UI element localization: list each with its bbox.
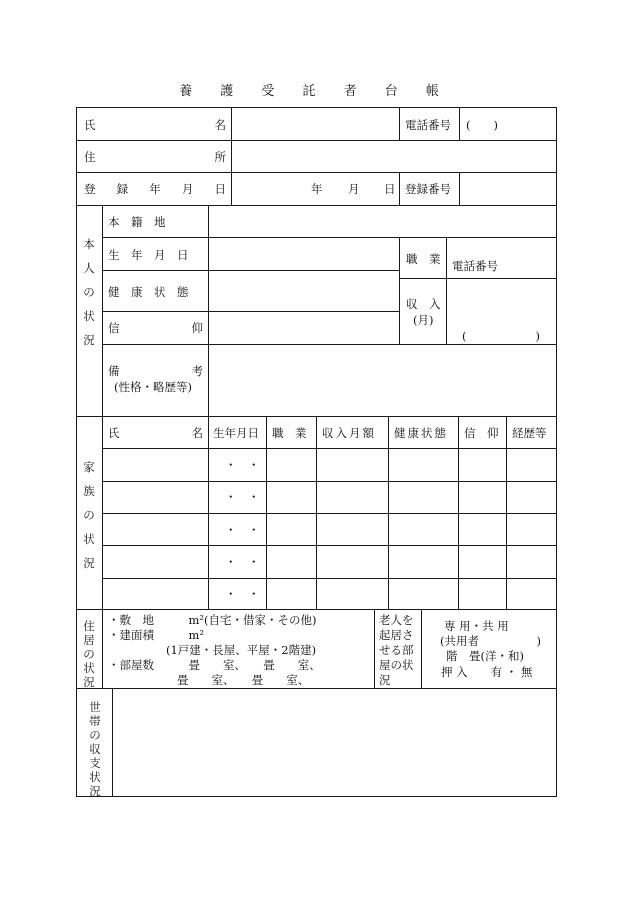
family-birth-header: 生年月日 (213, 426, 259, 440)
family-row-2-birth[interactable]: ・ ・ (225, 490, 260, 504)
housing-rooms-1: ・部屋数 畳 室、 畳 室、 (108, 658, 321, 672)
family-health-header: 健康状態 (394, 426, 448, 440)
rule (102, 311, 399, 312)
registration-date-label: 登 録 年 月 日 (84, 182, 226, 196)
rule (102, 237, 557, 238)
housing-section-label: 住居の状況 (83, 619, 95, 689)
housing-building-area: ・建面積 m² (108, 628, 205, 642)
rule (421, 609, 422, 688)
job-phone-label: 電話番号 (452, 259, 498, 273)
family-faith-header: 信 仰 (464, 426, 499, 440)
rule (102, 448, 557, 449)
rule (459, 172, 460, 206)
rule (76, 205, 557, 206)
rule (102, 344, 557, 345)
page-title: 養 護 受 託 者 台 帳 (179, 84, 451, 99)
person-section-label: 本人の状況 (83, 237, 95, 347)
honseki-label: 本 籍 地 (108, 215, 166, 229)
address-field[interactable] (233, 142, 555, 171)
family-row-1-birth[interactable]: ・ ・ (225, 458, 260, 472)
name-field[interactable] (233, 109, 397, 139)
family-name-header: 氏 名 (108, 426, 203, 440)
income-label: 収 入 (406, 297, 441, 311)
room-tatami: 階 畳(洋・和) (446, 649, 524, 663)
rule (231, 107, 232, 206)
rule (374, 609, 375, 688)
border (556, 107, 557, 797)
family-row-5-birth[interactable]: ・ ・ (225, 587, 260, 601)
phone-label: 電話番号 (405, 118, 451, 132)
family-row-3-birth[interactable]: ・ ・ (225, 523, 260, 537)
rule (102, 270, 399, 271)
rule (399, 107, 400, 141)
registration-day[interactable]: 日 (384, 182, 396, 196)
registration-year[interactable]: 年 (311, 182, 323, 196)
remarks-label: 備 考 (108, 364, 203, 378)
remarks-sub-label: (性格・略歴等) (114, 380, 192, 394)
housing-land: ・敷 地 m²(自宅・借家・その他) (108, 613, 317, 627)
room-usage: 専 用・共 用 (444, 619, 509, 633)
housing-rooms-2: 畳 室、 畳 室、 (177, 673, 310, 687)
rule (399, 278, 557, 279)
rule (102, 481, 557, 482)
rule (399, 237, 400, 345)
income-phone-field[interactable]: ( ) (462, 329, 540, 343)
rule (102, 609, 103, 688)
rule (112, 688, 113, 796)
registration-number-field[interactable] (461, 174, 555, 204)
border (76, 107, 557, 108)
health-label: 健 康 状 態 (108, 285, 189, 299)
rule (102, 545, 557, 546)
housing-building-type: (1戸建・長屋、平屋・2階建) (166, 643, 317, 657)
rule (102, 578, 557, 579)
rule (76, 172, 557, 173)
rule (76, 688, 557, 689)
family-row-4-birth[interactable]: ・ ・ (225, 555, 260, 569)
name-label: 氏 名 (84, 118, 226, 132)
phone-field[interactable]: ( ) (466, 118, 498, 132)
job-label: 職 業 (406, 252, 441, 266)
rule (459, 107, 460, 141)
border (76, 796, 557, 797)
rule (102, 513, 557, 514)
address-label: 住 所 (84, 150, 226, 164)
family-job-header: 職 業 (272, 426, 307, 440)
rule (76, 140, 557, 141)
family-career-header: 経歴等 (512, 426, 547, 440)
rule (76, 609, 557, 610)
border (76, 107, 77, 797)
household-section-label: 世帯の収支状況 (89, 700, 101, 798)
faith-label: 信 仰 (108, 321, 203, 335)
income-unit: (月) (413, 313, 434, 327)
room-sharer: (共用者 ) (440, 634, 541, 648)
room-closet: 押 入 有 ・ 無 (441, 665, 533, 679)
elder-room-label: 老人を起居させる部屋の状況 (379, 613, 414, 687)
birthdate-label: 生 年 月 日 (108, 248, 189, 262)
registration-month[interactable]: 月 (348, 182, 360, 196)
family-income-header: 収入月額 (322, 426, 376, 440)
registration-number-label: 登録番号 (405, 182, 451, 196)
rule (399, 172, 400, 206)
rule (446, 237, 447, 345)
household-field[interactable] (114, 690, 555, 794)
family-section-label: 家族の状況 (83, 460, 95, 570)
